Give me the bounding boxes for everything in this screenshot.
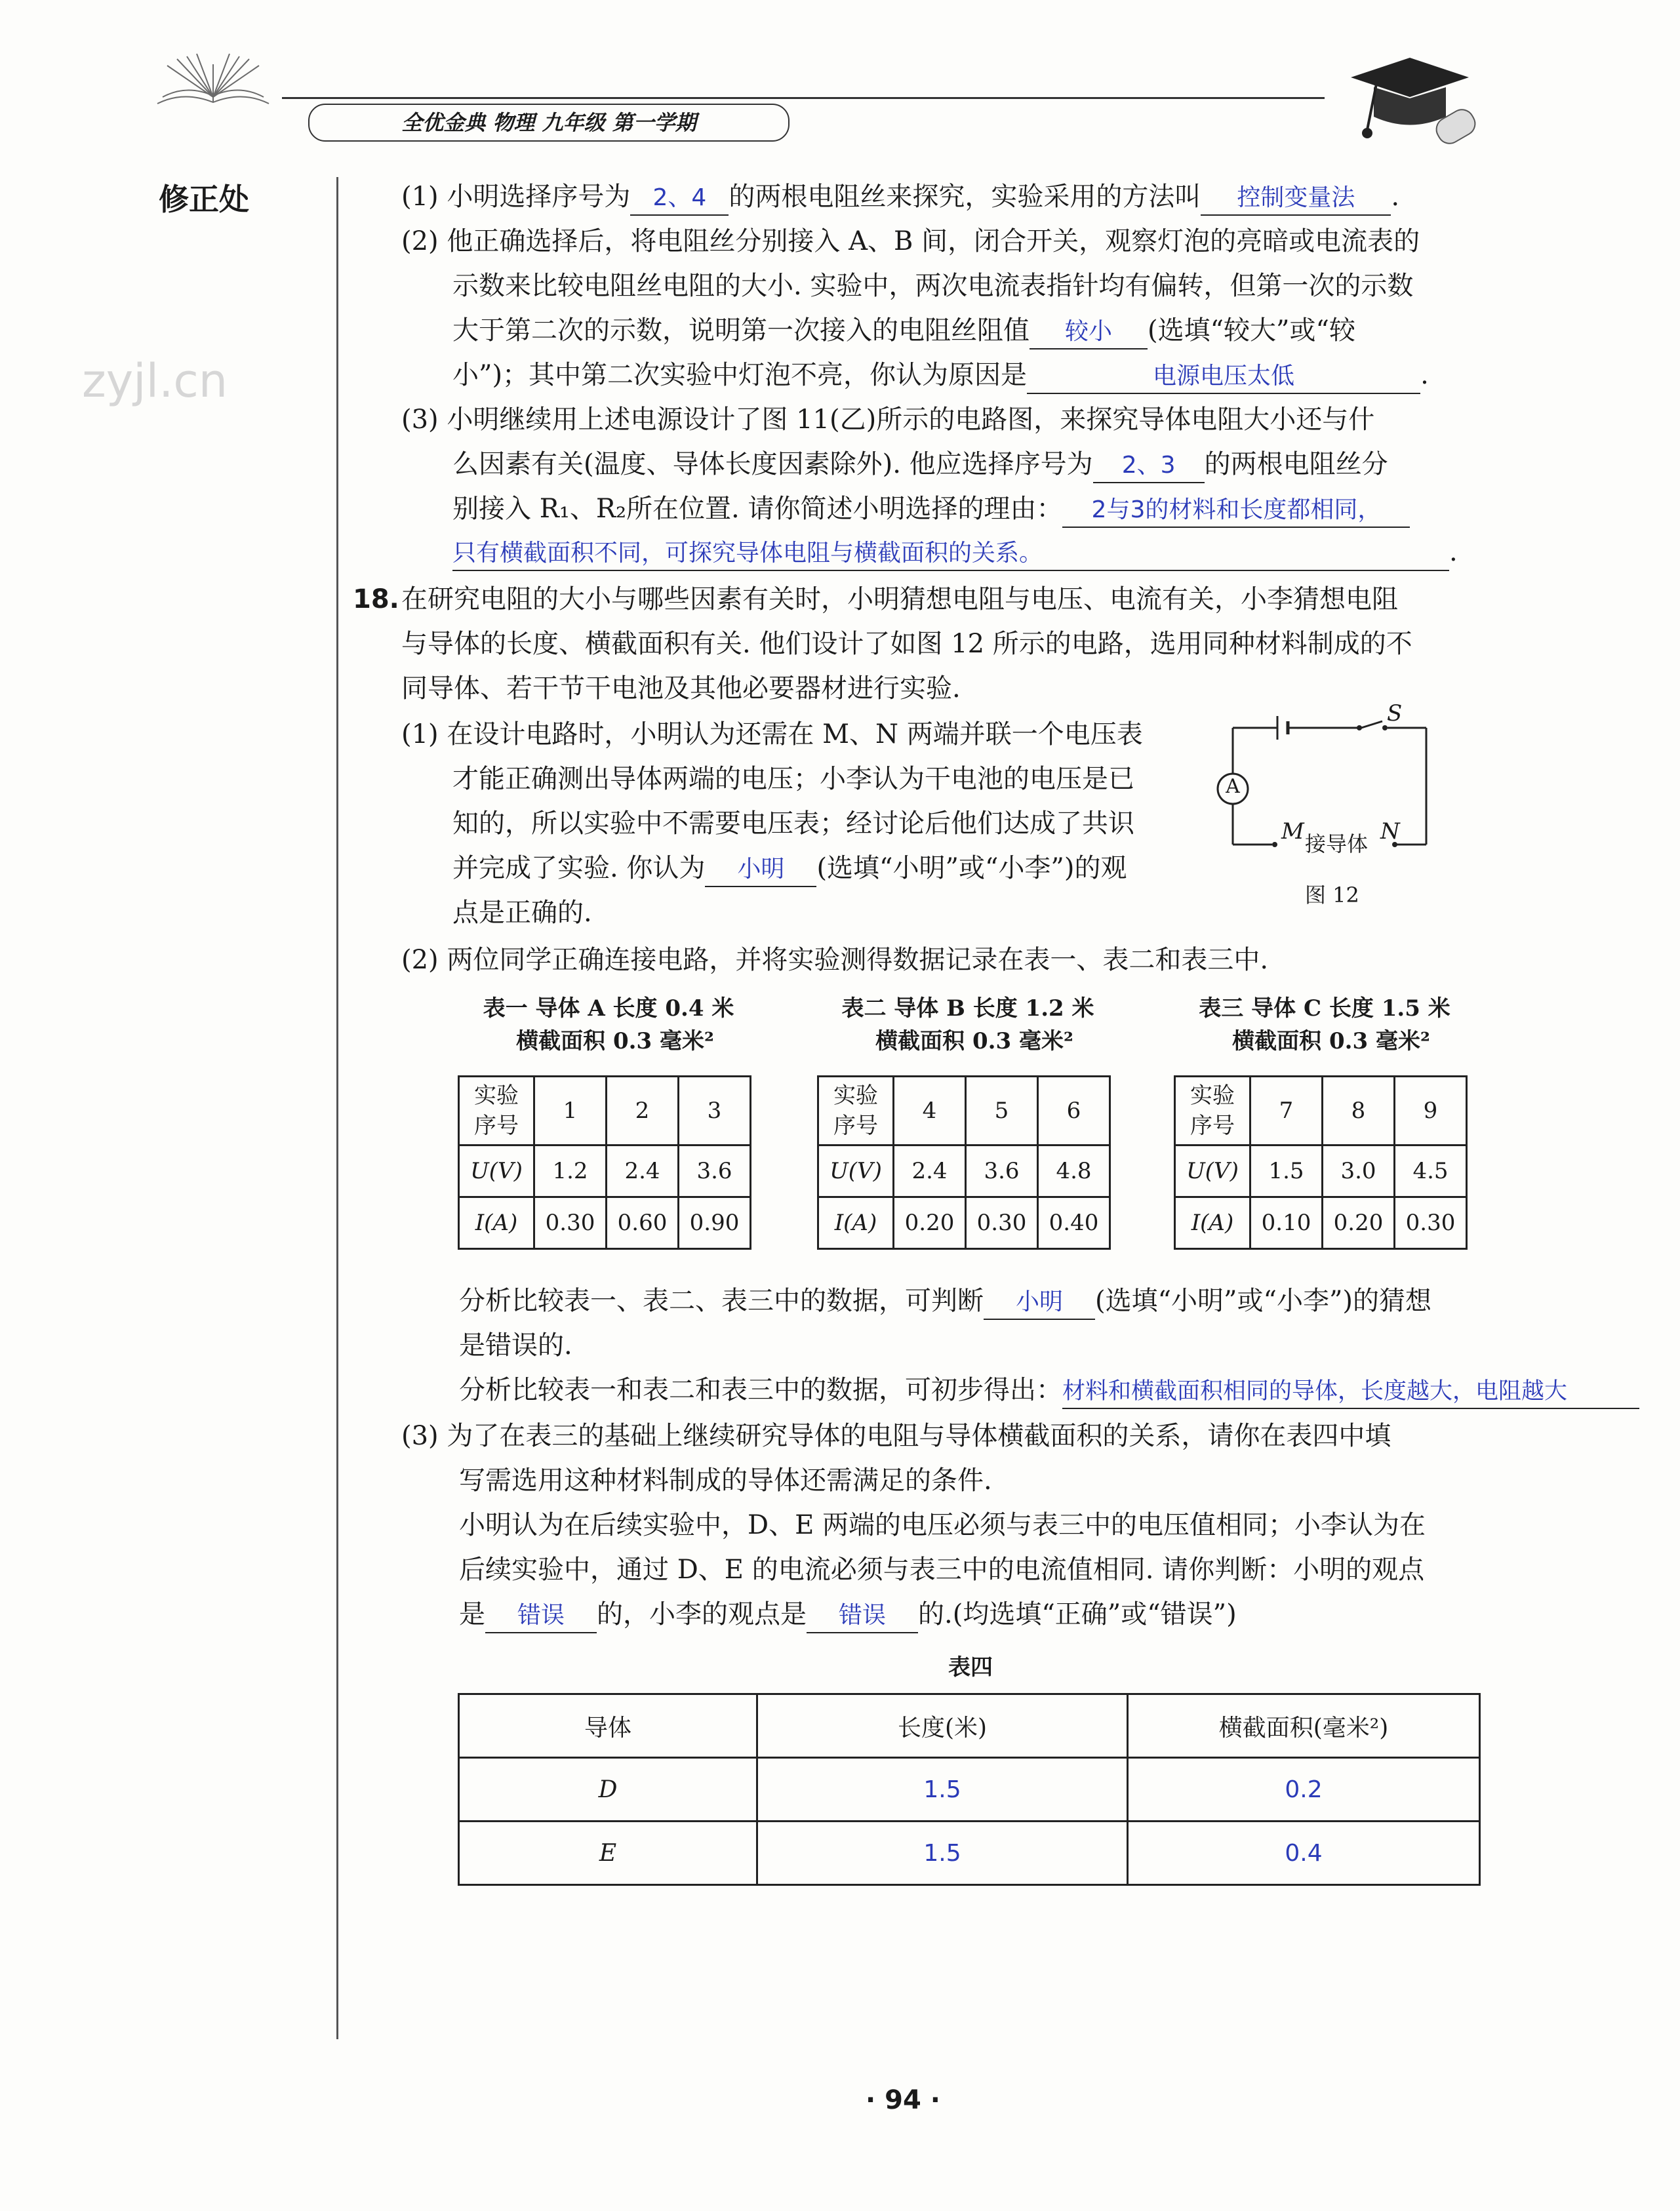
table-row [818,1077,1110,1145]
q17-p2-line1: (2) 他正确选择后，将电阻丝分别接入 A、B 间，闭合开关，观察灯泡的亮暗或电流表的 [401,226,1420,256]
table-cell: 4 [894,1077,966,1145]
q18-p1-line5: 点是正确的. [452,898,592,928]
table-row [818,1197,1110,1249]
row-header: U(V) [459,1145,534,1197]
q17-p3-answer1: 2、3 [1093,449,1205,483]
q18-p1-line1: (1) 在设计电路时，小明认为还需在 M、N 两端并联一个电压表 [401,719,1143,749]
q17-p1-answer2: 控制变量法 [1201,182,1391,216]
table-cell: 0.20 [894,1197,966,1249]
q18-intro-2: 与导体的长度、横截面积有关. 他们设计了如图 12 所示的电路，选用同种材料制成的不 [401,629,1412,659]
table-cell: 0.30 [1395,1197,1467,1249]
row-header-text: 实验 [474,1083,519,1109]
row-header [459,1077,534,1145]
table-cell: 2.4 [607,1145,679,1197]
table4-caption: 表四 [948,1654,993,1681]
row-header-text: 序号 [1190,1113,1235,1139]
graduation-cap-icon [1338,51,1482,149]
row-header-text: 实验 [1190,1083,1235,1109]
q18-p1-line3: 知的，所以实验中不需要电压表；经讨论后他们达成了共识 [452,808,1134,839]
row-header: I(A) [459,1197,534,1249]
table-row [459,1077,751,1145]
table-cell: 0.90 [679,1197,751,1249]
terminal-m: M [1281,818,1304,845]
table-row [1175,1077,1467,1145]
q18-number: 18. [353,584,399,614]
open-book-icon [151,51,275,111]
table-cell: 3.6 [966,1145,1038,1197]
table-cell: 3.6 [679,1145,751,1197]
switch-label: S [1387,700,1403,727]
table-caption: 表一 导体 A 长度 0.4 米 [483,995,734,1022]
table-cell: 7 [1250,1077,1323,1145]
table-cell: 6 [1038,1077,1110,1145]
watermark: zyjl.cn [82,354,228,408]
table4-cell: 0.2 [1128,1758,1480,1822]
row-header [818,1077,894,1145]
q17-p3-line2: 么因素有关(温度、导体长度因素除外). 他应选择序号为 2、3 的两根电阻丝分 [452,442,1388,487]
ammeter-label: A [1226,775,1240,798]
conductor-label: 接导体 [1305,831,1369,856]
analysis-answer2: 材料和横截面积相同的导体，长度越大，电阻越大 [1062,1375,1639,1409]
terminal-n: N [1380,818,1400,845]
margin-label: 修正处 [159,182,249,217]
page-number: · 94 · [866,2085,940,2115]
table-row [459,1197,751,1249]
table-cell: 3 [679,1077,751,1145]
q17-p3-line4: 只有横截面积不同，可探究导体电阻与横截面积的关系。 . [452,530,1458,574]
q17-p1-answer1: 2、4 [630,182,729,216]
table-cell: 1 [534,1077,607,1145]
table-cell: 0.10 [1250,1197,1323,1249]
q17-p3-answer2a: 2与3的材料和长度都相同， [1062,494,1410,528]
q18-p1-line2: 才能正确测出导体两端的电压；小李认为干电池的电压是已 [452,764,1134,794]
table-cell: 3.0 [1323,1145,1395,1197]
q18-p3-line5: 是 错误 的，小李的观点是 错误 的.(均选填“正确”或“错误”) [459,1592,1237,1637]
q17-p2-answer2: 电源电压太低 [1027,360,1420,394]
q18-p3-line4: 后续实验中，通过 D、E 的电流必须与表三中的电流值相同. 请你判断：小明的观点 [459,1555,1425,1585]
table-cell: 1.2 [534,1145,607,1197]
table4-cell: E [459,1822,757,1885]
row-header: U(V) [818,1145,894,1197]
table-cell: 9 [1395,1077,1467,1145]
table-cell: 5 [966,1077,1038,1145]
q18-p3-line3: 小明认为在后续实验中，D、E 两端的电压必须与表三中的电压值相同；小李认为在 [459,1510,1426,1540]
table-row [818,1145,1110,1197]
book-title: 全优金典 物理 九年级 第一学期 [308,104,790,142]
analysis-line1: 分析比较表一、表二、表三中的数据，可判断 小明 (选填“小明”或“小李”)的猜想 [459,1279,1431,1323]
row-header-text: 实验 [833,1083,878,1109]
table-cell: 0.20 [1323,1197,1395,1249]
analysis-line3: 分析比较表一和表二和表三中的数据，可初步得出：材料和横截面积相同的导体，长度越大，电阻越大 [459,1368,1639,1412]
row-header-text: 序号 [474,1113,519,1139]
table4-header: 导体 [459,1694,757,1758]
table-cell: 2 [607,1077,679,1145]
q18-intro-3: 同导体、若干节干电池及其他必要器材进行实验. [401,673,961,704]
table-row [1175,1197,1467,1249]
table4-cell: 1.5 [757,1822,1128,1885]
table4 [458,1693,1481,1886]
q17-p3-line1: (3) 小明继续用上述电源设计了图 11(乙)所示的电路图，来探究导体电阻大小还与什 [401,405,1375,435]
table-row [1175,1145,1467,1197]
header-rule [282,97,1325,99]
analysis-line2: 是错误的. [459,1330,572,1361]
table-cell: 0.60 [607,1197,679,1249]
table-caption: 横截面积 0.3 毫米² [516,1028,714,1054]
q17-p1: (1) 小明选择序号为 2、4 的两根电阻丝来探究，实验采用的方法叫 控制变量法 . [401,174,1399,219]
table-row [459,1758,1480,1822]
table-row [459,1822,1480,1885]
figure-caption: 图 12 [1305,883,1359,907]
q18-p1-answer: 小明 [705,853,816,887]
table4-header: 横截面积(毫米²) [1128,1694,1480,1758]
data-table-3 [1174,1075,1468,1250]
table4-header-row [459,1694,1480,1758]
data-table-2 [817,1075,1111,1250]
table-cell: 2.4 [894,1145,966,1197]
q17-p2-line4: 小”)；其中第二次实验中灯泡不亮，你认为原因是 电源电压太低 . [452,353,1429,397]
table-cell: 0.40 [1038,1197,1110,1249]
row-header: I(A) [1175,1197,1250,1249]
margin-rule [336,177,338,2039]
table4-header: 长度(米) [757,1694,1128,1758]
q18-p3-line2: 写需选用这种材料制成的导体还需满足的条件. [459,1465,992,1496]
table-caption: 表二 导体 B 长度 1.2 米 [841,995,1094,1022]
table-cell: 0.30 [966,1197,1038,1249]
table-cell: 4.8 [1038,1145,1110,1197]
q18-p2-line1: (2) 两位同学正确连接电路，并将实验测得数据记录在表一、表二和表三中. [401,945,1269,975]
table-caption: 横截面积 0.3 毫米² [875,1028,1073,1054]
row-header-text: 序号 [833,1113,878,1139]
table-row [459,1145,751,1197]
q18-p3-line1: (3) 为了在表三的基础上继续研究导体的电阻与导体横截面积的关系，请你在表四中填 [401,1421,1391,1451]
q17-p2-answer1: 较小 [1030,315,1148,349]
row-header: I(A) [818,1197,894,1249]
q18-p1-line4: 并完成了实验. 你认为 小明 (选填“小明”或“小李”)的观 [452,846,1127,890]
q17-p2-line3: 大于第二次的示数，说明第一次接入的电阻丝阻值 较小 (选填“较大”或“较 [452,308,1355,353]
table-cell: 8 [1323,1077,1395,1145]
table4-cell: 1.5 [757,1758,1128,1822]
row-header [1175,1077,1250,1145]
q18-p3-answer1: 错误 [485,1599,597,1633]
data-table-1 [458,1075,751,1250]
q17-p3-line3: 别接入 R₁、R₂所在位置. 请你简述小明选择的理由： 2与3的材料和长度都相同， [452,487,1410,531]
table-cell: 4.5 [1395,1145,1467,1197]
q18-p3-answer2: 错误 [807,1599,918,1633]
q18-intro-1: 在研究电阻的大小与哪些因素有关时，小明猜想电阻与电压、电流有关，小李猜想电阻 [401,584,1398,614]
table-caption: 表三 导体 C 长度 1.5 米 [1199,995,1450,1022]
table-cell: 1.5 [1250,1145,1323,1197]
table4-cell: 0.4 [1128,1822,1480,1885]
table4-cell: D [459,1758,757,1822]
table-caption: 横截面积 0.3 毫米² [1232,1028,1430,1054]
q17-p2-line2: 示数来比较电阻丝电阻的大小. 实验中，两次电流表指针均有偏转，但第一次的示数 [452,271,1414,301]
analysis-answer1: 小明 [984,1286,1095,1320]
q17-p3-answer2b: 只有横截面积不同，可探究导体电阻与横截面积的关系。 [452,537,1449,571]
row-header: U(V) [1175,1145,1250,1197]
table-cell: 0.30 [534,1197,607,1249]
